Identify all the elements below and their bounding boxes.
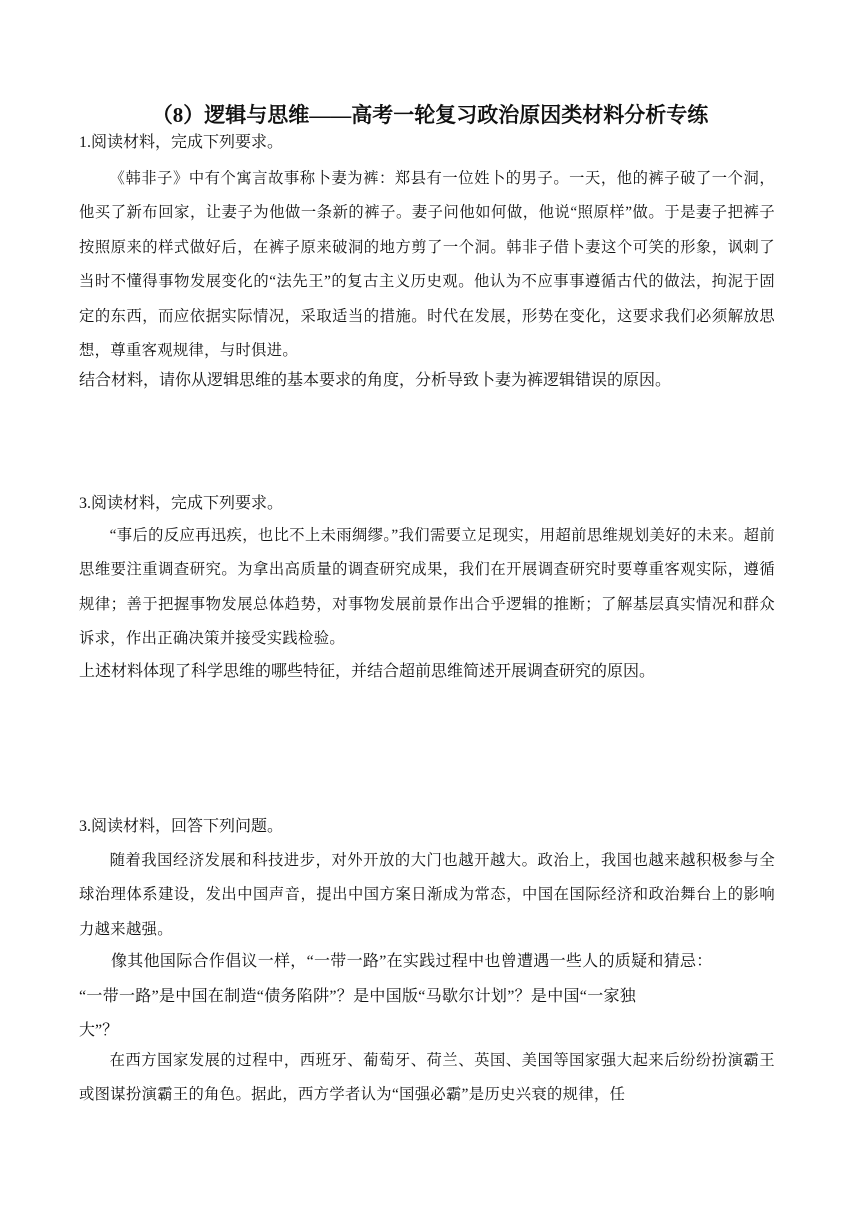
q1-prompt: 1.阅读材料，完成下列要求。 xyxy=(79,134,284,151)
q2-question: 上述材料体现了科学思维的哪些特征，并结合超前思维简述开展调查研究的原因。 xyxy=(79,663,656,680)
q2-material-paragraph: “事后的反应再迅疾，也比不上未雨绸缪。”我们需要立足现实，用超前思维规划美好的未来。超前思维要注重调查研究。为拿出高质量的调查研究成果，我们在开展调查研究时要尊重客观实际，遵循规律；善于把握事物发展总体趋势，对事物发展前景作出合乎逻辑的推断；了解基层真实情况和群众诉求，作出正确决策并接受实践检验。 xyxy=(79,527,775,648)
q3-material-paragraph-2-line-2: “一带一路”是中国在制造“债务陷阱”？是中国版“马歇尔计划”？是中国“一家独 xyxy=(79,988,637,1005)
q2-prompt: 3.阅读材料，完成下列要求。 xyxy=(79,495,284,512)
q1-material-paragraph: 《韩非子》中有个寓言故事称卜妻为裤：郑县有一位姓卜的男子。一天，他的裤子破了一个洞，他买了新布回家，让妻子为他做一条新的裤子。妻子问他如何做，他说“照原样”做。于是妻子把裤子按照原来的样式做好后，在裤子原来破洞的地方剪了一个洞。韩非子借卜妻这个可笑的形象，讽刺了当时不懂得事物发展变化的“法先王”的复古主义历史观。他认为不应事事遵循古代的做法，拘泥于固定的东西，而应依据实际情况，采取适当的措施。时代在发展，形势在变化，这要求我们必须解放思想，尊重客观规律，与时俱进。 xyxy=(79,170,775,360)
q3-material-paragraph-3: 在西方国家发展的过程中，西班牙、葡萄牙、荷兰、英国、美国等国家强大起来后纷纷扮演霸王或图谋扮演霸王的角色。据此，西方学者认为“国强必霸”是历史兴衰的规律，任 xyxy=(79,1052,775,1104)
document-title: （8）逻辑与思维——高考一轮复习政治原因类材料分析专练 xyxy=(151,103,709,127)
q3-material-paragraph-1: 随着我国经济发展和科技进步，对外开放的大门也越开越大。政治上，我国也越来越积极参与全球治理体系建设，发出中国声音，提出中国方案日渐成为常态，中国在国际经济和政治舞台上的影响力越来越强。 xyxy=(79,852,775,938)
q3-material-paragraph-2-line-3: 大”？ xyxy=(79,1022,119,1039)
q1-question: 结合材料，请你从逻辑思维的基本要求的角度，分析导致卜妻为裤逻辑错误的原因。 xyxy=(79,372,672,389)
q3-material-paragraph-2-line-1: 像其他国际合作倡议一样，“一带一路”在实践过程中也曾遭遇一些人的质疑和猜忌： xyxy=(111,953,713,970)
q3-prompt: 3.阅读材料，回答下列问题。 xyxy=(79,818,284,835)
